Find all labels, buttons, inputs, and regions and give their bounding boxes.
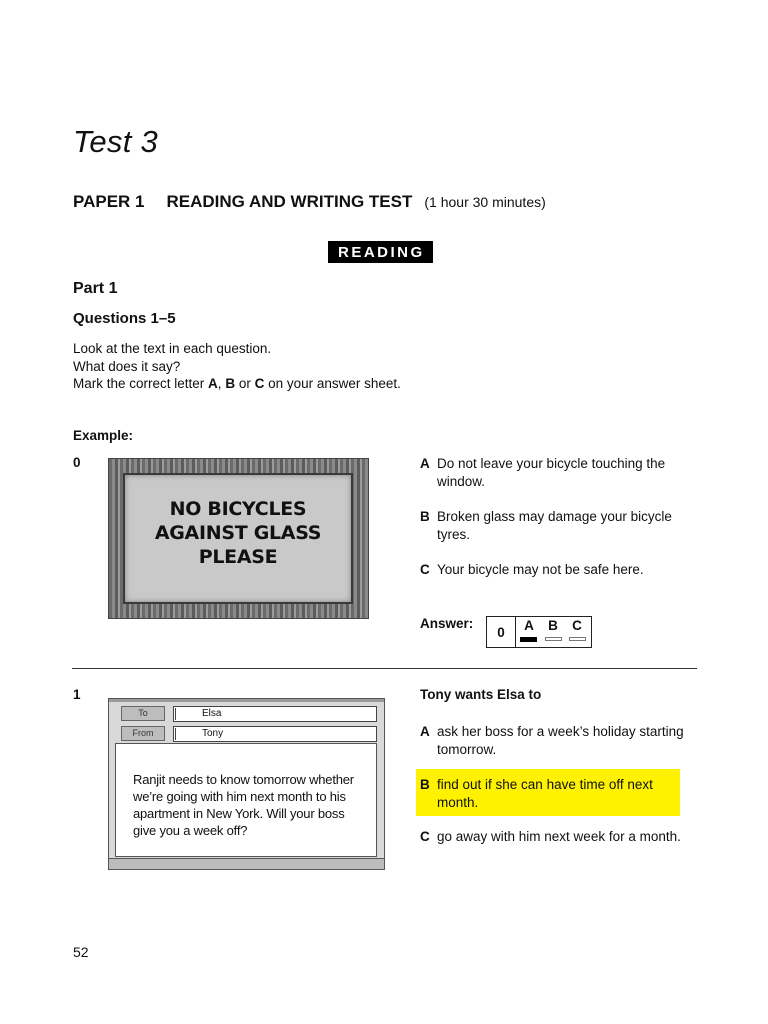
example-option-b: B Broken glass may damage your bicycle tyres. — [420, 509, 672, 542]
section-tag-reading: READING — [328, 241, 433, 263]
email-window — [108, 698, 385, 870]
email-to-button: To — [121, 706, 165, 721]
paper-heading — [73, 192, 546, 212]
answer-box — [486, 616, 592, 648]
answer-mark-a — [520, 637, 537, 642]
example-option-a: A Do not leave your bicycle touching the window. — [420, 456, 666, 489]
paper-title: READING AND WRITING TEST — [166, 192, 413, 211]
email-topbar — [109, 699, 384, 702]
answer-box-marks — [520, 637, 586, 642]
question-1-number: 1 — [73, 687, 81, 702]
question-1-option-c: C go away with him next week for a month. — [420, 829, 681, 844]
part-title: Part 1 — [73, 280, 118, 297]
email-bottom-bar — [109, 858, 384, 869]
page-number: 52 — [73, 944, 89, 960]
answer-box-letters: A B C — [524, 618, 582, 633]
email-from-button: From — [121, 726, 165, 741]
answer-label: Answer: — [420, 616, 474, 631]
divider — [72, 668, 697, 669]
example-option-c: C Your bicycle may not be safe here. — [420, 562, 644, 577]
answer-mark-c — [569, 637, 586, 641]
test-title: Test 3 — [73, 124, 159, 159]
email-to-row — [117, 706, 375, 722]
email-body — [115, 743, 377, 857]
question-1-option-a: A ask her boss for a week’s holiday starting tomorrow. — [420, 724, 684, 757]
instructions — [73, 340, 401, 393]
email-message: Ranjit needs to know tomorrow whether we’re going with him next month to his apartment in New York. Will your boss give you a week off? — [133, 772, 354, 838]
paper-duration: (1 hour 30 minutes) — [424, 194, 546, 210]
instruction-line: What does it say? — [73, 358, 181, 374]
question-1-stem: Tony wants Elsa to — [420, 687, 542, 702]
email-from-field: Tony — [173, 726, 377, 742]
answer-box-number: 0 — [487, 617, 516, 647]
sign-photo — [108, 458, 369, 619]
sign-text: NO BICYCLES AGAINST GLASS PLEASE — [154, 498, 322, 568]
answer-mark-b — [545, 637, 562, 641]
sign-board — [123, 473, 353, 604]
paper-number: PAPER 1 — [73, 192, 145, 211]
questions-label: Questions 1–5 — [73, 310, 176, 327]
email-from-row — [117, 726, 375, 742]
email-to-field: Elsa — [173, 706, 377, 722]
example-label: Example: — [73, 428, 134, 443]
example-number: 0 — [73, 455, 81, 470]
instruction-line: Mark the correct letter A, B or C on your answer sheet. — [73, 376, 401, 391]
instruction-line: Look at the text in each question. — [73, 341, 272, 356]
question-1-option-b: B find out if she can have time off next month. — [416, 769, 680, 816]
